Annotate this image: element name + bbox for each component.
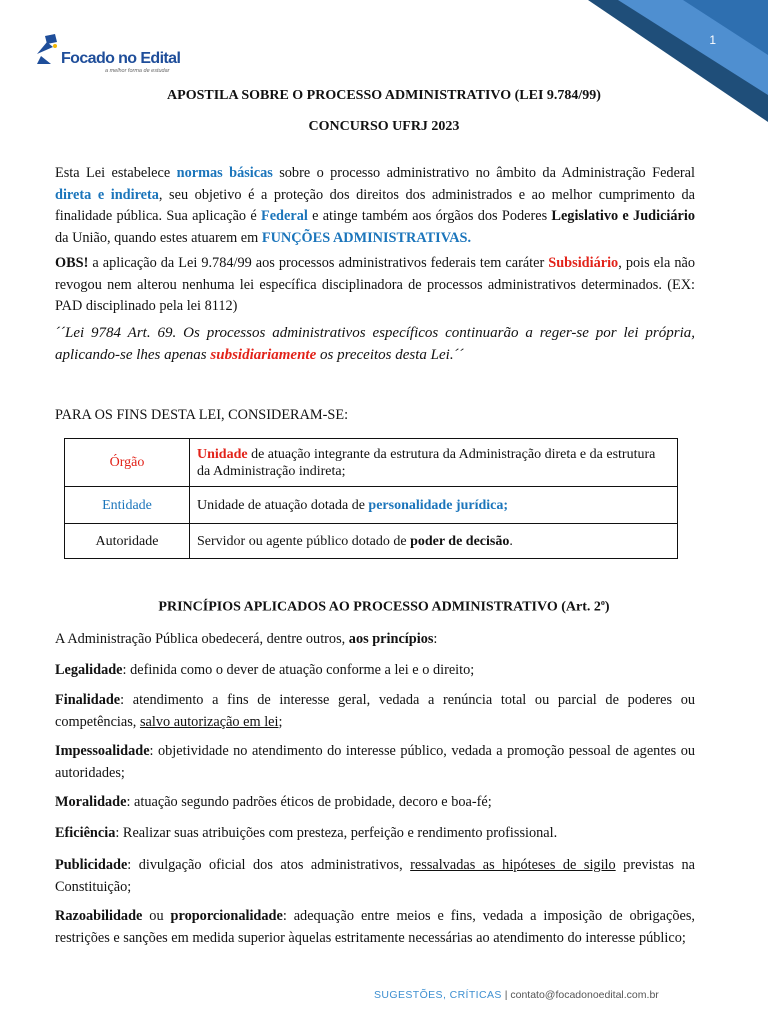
- table-row: [65, 487, 678, 524]
- footer-suggestions: SUGESTÕES, CRÍTICAS: [374, 989, 502, 1001]
- principle-publicidade: Publicidade: divulgação oficial dos atos administrativos, ressalvadas as hipóteses de sigilo previstas na Constituição;: [55, 857, 695, 895]
- term-autoridade: Autoridade: [65, 524, 190, 559]
- principle-eficiencia: Eficiência: Realizar suas atribuições com presteza, perfeição e rendimento profissional.: [55, 825, 558, 841]
- law-quote: ´´Lei 9784 Art. 69. Os processos administrativos específicos continuarão a reger-se por lei própria, aplicando-se lhes apenas subsidiariamente os preceitos desta Lei.´´: [55, 325, 695, 363]
- highlight-funcoes-administrativas: FUNÇÕES ADMINISTRATIVAS.: [261, 229, 472, 246]
- logo-text: Focado no Edital: [61, 50, 181, 67]
- definition-orgao: Unidade de atuação integrante da estrutura da Administração direta e da estrutura da Administração indireta;: [190, 439, 678, 487]
- highlight-normas-basicas: normas básicas: [176, 165, 273, 181]
- definitions-table: [64, 438, 678, 559]
- highlight-federal: Federal: [260, 208, 308, 224]
- footer-contact-link[interactable]: contato@focadonoedital.com.br: [510, 989, 659, 1001]
- principle-impessoalidade: Impessoalidade: objetividade no atendimento do interesse público, vedada a promoção pessoal de agentes ou autoridades;: [55, 743, 695, 781]
- consider-heading: PARA OS FINS DESTA LEI, CONSIDERAM-SE:: [55, 407, 349, 423]
- definition-entidade: Unidade de atuação dotada de personalidade jurídica;: [190, 487, 678, 524]
- table-row: [65, 439, 678, 487]
- logo-tagline: a melhor forma de estudar: [105, 68, 170, 74]
- page-number: 1: [709, 33, 716, 47]
- principle-razoabilidade: Razoabilidade ou proporcionalidade: adequação entre meios e fins, vedada a imposição de obrigações, restrições e sanções em medida superior àquelas estritamente necessárias ao atendimento do interesse público;: [55, 908, 695, 946]
- principles-heading: PRINCÍPIOS APLICADOS AO PROCESSO ADMINISTRATIVO (Art. 2$^o$): [158, 598, 610, 615]
- lamp-icon: [33, 32, 63, 66]
- principle-moralidade: Moralidade: atuação segundo padrões éticos de probidade, decoro e boa-fé;: [55, 794, 492, 810]
- highlight-direta-indireta: direta e indireta: [55, 186, 159, 203]
- table-row: [65, 524, 678, 559]
- highlight-subsidiariamente: subsidiariamente: [210, 347, 317, 363]
- highlight-subsidiario: Subsidiário: [548, 255, 619, 271]
- term-entidade: Entidade: [65, 487, 190, 524]
- footer: SUGESTÕES, CRÍTICAS | contato@focadonoedital.com.br: [374, 989, 659, 1001]
- logo[interactable]: [33, 30, 183, 76]
- principles-intro: A Administração Pública obedecerá, dentre outros, aos princípios:: [55, 631, 438, 647]
- term-orgao: Órgão: [65, 439, 190, 487]
- principle-legalidade: Legalidade: definida como o dever de atuação conforme a lei e o direito;: [55, 662, 475, 678]
- obs-label: OBS!: [55, 255, 89, 271]
- intro-paragraph: Esta Lei estabelece normas básicas sobre o processo administrativo no âmbito da Administração Federal direta e indireta, seu objetivo é a proteção dos direitos dos administrados e ao melhor cumprimento da finalidade pública. Sua aplicação é Federal e atinge também aos órgãos dos Poderes Legislativo e Judiciário da União, quando estes atuarem em FUNÇÕES ADMINISTRATIVAS.: [55, 165, 695, 246]
- definition-autoridade: Servidor ou agente público dotado de poder de decisão.: [190, 524, 678, 559]
- document-title: APOSTILA SOBRE O PROCESSO ADMINISTRATIVO (LEI 9.784/99): [167, 88, 601, 103]
- obs-paragraph: OBS! a aplicação da Lei 9.784/99 aos processos administrativos federais tem caráter Subsidiário, pois ela não revogou nem alterou nenhuma lei específica disciplinadora de processos administrativos determinados. (EX: PAD disciplinado pela lei 8112): [55, 255, 695, 314]
- principle-finalidade: Finalidade: atendimento a fins de interesse geral, vedada a renúncia total ou parcial de poderes ou competências, salvo autorização em lei;: [55, 692, 695, 730]
- document-subtitle: CONCURSO UFRJ 2023: [308, 119, 460, 134]
